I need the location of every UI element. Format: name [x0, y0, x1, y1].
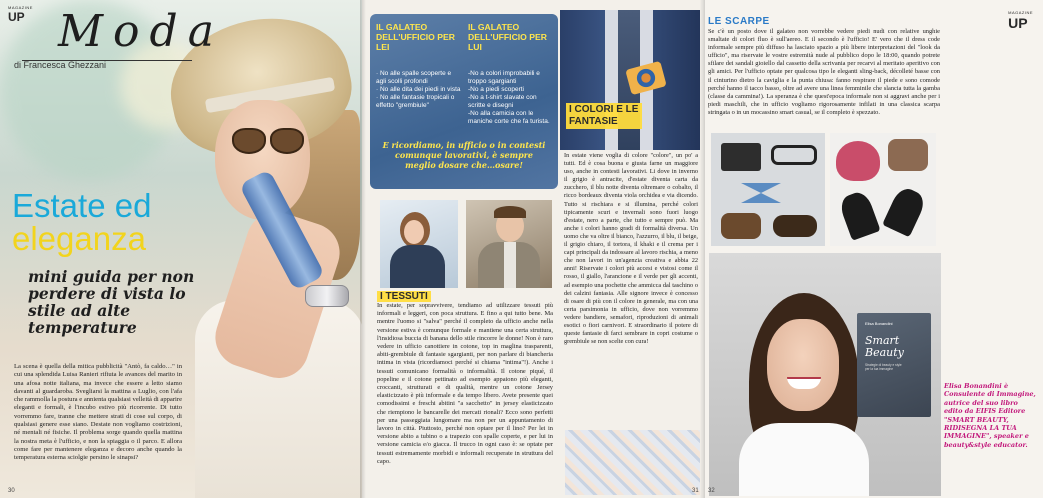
- galateo-lei-list: · No alle spalle scoperte e agli scolli profondi · No alle dita dei piedi in vista · No alle fantasie tropicali o effetto "grembiule": [376, 70, 461, 109]
- galateo-lei: [376, 22, 462, 110]
- photo-businessman: [466, 200, 552, 288]
- subheadline: mini guida per non perdere di vista lo stile ad alte temperature: [28, 267, 195, 337]
- author-byline: di Francesca Ghezzani: [14, 60, 107, 70]
- photo-suit-pocket-square: [560, 10, 700, 150]
- photo-businesswoman: [380, 200, 458, 288]
- logo-text: UP: [8, 10, 25, 24]
- galateo-footer: E ricordiamo, in ufficio o in contesti comunque lavorativi, è sempre meglio dosare che…osare!: [382, 140, 546, 170]
- photo-author-portrait: [709, 253, 941, 496]
- galateo-lui-list: -No a colori improbabili e troppo sgargianti -No a piedi scoperti -No a t-shirt slavate con scritte e disegni -No alla camicia con le maniche corte che fa turista.: [468, 70, 550, 125]
- galateo-lei-title: IL GALATEO DELL'UFFICIO PER LEI: [376, 22, 455, 52]
- photo-womens-shoes: [830, 133, 936, 246]
- galateo-box: [370, 14, 558, 189]
- logo-tagline-right: MAGAZINE: [1008, 10, 1033, 15]
- logo-tagline: MAGAZINE: [8, 5, 33, 10]
- magazine-logo: [8, 5, 33, 24]
- book-title-line-1: Smart: [865, 334, 900, 347]
- headline-line-2: eleganza: [12, 220, 146, 257]
- book-title: [865, 335, 904, 359]
- photo-fabric: [565, 430, 700, 495]
- wristwatch: [305, 285, 349, 307]
- book-title-line-2: Beauty: [865, 346, 904, 359]
- author-caption: Elisa Bonandini è Consulente di Immagine, autrice del suo libro edito da EIFIS Editore "SMART BEAUTY, RIDISEGNA LA TUA IMMAGINE", speaker e beauty&style educator.: [944, 382, 1036, 449]
- sunglasses: [232, 128, 302, 150]
- intro-paragraph: La scena è quella della mitica pubblicità "Antò, fa caldo…" in cui una splendida Luisa Ranieri rifiuta le avances del marito in una afosa notte italiana, ma invece che essere a letto siamo davanti al guardaroba. Svegliarsi la mattina a Luglio, con l'afa che rammolla la postura e annienta qualsiasi velleità di apparire eleganti e formali, è l'incubo estivo più ricorrente. Di tutto vorremmo fare, tranne che mettere strati di cose sul corpo, di qualsiasi genere esse siano. Destate non vogliamo costrizioni, né mentali né fisiche. Il problema sorge quando quella mattina la nostra meta è l'ufficio, e non la spiaggia o il parco. E allora come fare per mantenere eleganza e decoro anche quando la temperatura esterna sciolgie persino le sinapsi?: [14, 363, 182, 462]
- spine-shadow-right: [700, 0, 705, 498]
- book-cover: [857, 313, 931, 417]
- magazine-logo-right: [1008, 10, 1033, 31]
- book-subtitle: Strategie di beauty e style per la tua immagine: [865, 363, 902, 371]
- tessuti-heading: I TESSUTI: [377, 291, 431, 302]
- page-number-right: 32: [708, 488, 715, 494]
- galateo-lui: [468, 22, 554, 126]
- tessuti-paragraph: In estate, per sopravvivere, tendiamo ad utilizzare tessuti più informali e leggeri, con poca struttura. E fino a qui tutto bene. Ma mentre l'uomo si "salva" perché il completo da ufficio anche nella versione estiva è comunque formale e mantiene una certa struttura, l'insidiosa buccia di banana dello stile rincorre le donne! Non è raro vedere in ufficio canottiere in cotone, top in maglina trasparenti, abiti-grembiule di fantasie sgargianti, per non parlare di biancheria intima in vista (ricordiamoci perché si chiama "intima"!). Anche i tessuti comunicano formalità o informalità. Il cotone piqué, il popeline e il cotone pettinato ad esempio appaiono più eleganti, croccanti, strutturati e di qualità, mentre un cotone Jersey elasticizzato è più informale e da tempo libero. Avete presente quei comodissimi e freschi abitini "a sacchetto" in jersey elasticizzato che riempiono le bancarelle dei mercati rionali? Ecco sono perfetti per una passeggiata lungomare ma non per un appuntamento di lavoro in città. Piuttosto, perché non optare per il lino? Per lei in versione abito a tubino o a trapezio con spalle coperte, e per lui in versione camicia e/o giacca. Il trucco in ogni caso è: se optate per tessuti estremamente morbidi e informali recuperate in struttura del capo.: [377, 302, 553, 465]
- spine-shadow-left: [360, 0, 366, 498]
- scarpe-paragraph: Se c'è un posto dove il galateo non vorrebbe vedere piedi nudi con relative unghie smaltate di colori fluo è sull'aereo. E il secondo è l'ufficio! E' vero che il dress code informale sempre più diffuso ha lasciato spazio a più libere interpretazioni del "look da ufficio", ma riservate le vostre estremità nude al pubblico dopo le 18:00, quando potrete sfilare dei sandali gioiello dal cassetto della scrivania per recarvi al meritato aperitivo con gli amici. Per l'ufficio optate per qualcosa tipo le eleganti sling-back, décolleté basse con il cinturino dietro la caviglia e la punta chiusa: fanno respirare il piede e sono comode perché hanno il tacco basso, oltre ad avere una linea femminile che slancia tutta la gamba (classe da cammina!). La speranza è che quest'epoca informale non si aggravi anche per i piedi maschili, che in ufficio vogliamo rigorosamente infilati in una classica scarpa stringata o in un mocassino smart casual, se il completo è spezzato.: [708, 28, 940, 116]
- logo-text-right: UP: [1008, 15, 1028, 31]
- left-page: [0, 0, 362, 498]
- headline-line-1: Estate ed: [12, 187, 152, 224]
- colori-heading: I COLORI E LE FANTASIE: [566, 103, 642, 129]
- scarpe-heading: LE SCARPE: [708, 16, 770, 27]
- section-title: Moda: [58, 6, 224, 57]
- colori-paragraph: In estate viene voglia di colore "colore", un po' a tutti. Ed è cosa buona e giusta farne un maggiore uso, anche in contesti lavorativi. Li dove in inverno il grigio è antracite, d'estate diventa carta da zucchero, il blu notte diventa oltremare o cobalto, il ricco bordeaux diventa viola orchidea e via dicendo. Tutto si rischiara e si illumina, perché colori tipicamente scuri e invernali sono fuori luogo d'estate, nero a parte, che tutto e sempre può. Ma anche i colori hanno gradi di formalità diversa. Un uomo che va oltre il bianco, l'azzurro, il blu, il beige, il grigio chiaro, il tortora, il khaki e il crema per i capi principali da indossare al lavoro rischia, a meno che non lavori in un'agenzia creativa e abbia 22 anni! Riservate i colori più accesi e vistosi come il rosso, il giallo, l'arancione e il verde per gli accenti, ad esempio una pochette che ammicca dal taschino o dei calzini fantasia. Alle signore invece è concesso di osare di più con il colore in generale, ma con una certa parsimonia in ufficio, dove non vorremmo vedere bandiere, semafori, riproduzioni di animali esotici o fiori carnivori. E straordinario il potere di queste fantasie di farci sembrare in copri costume o grembiule se non scelte con cura!: [564, 152, 698, 346]
- page-number-left: 30: [8, 488, 15, 494]
- page-number-middle: 31: [692, 488, 699, 494]
- galateo-lui-title: IL GALATEO DELL'UFFICIO PER LUI: [468, 22, 547, 52]
- book-author: Elisa Bonandini: [865, 321, 893, 326]
- photo-mens-accessories: [711, 133, 825, 246]
